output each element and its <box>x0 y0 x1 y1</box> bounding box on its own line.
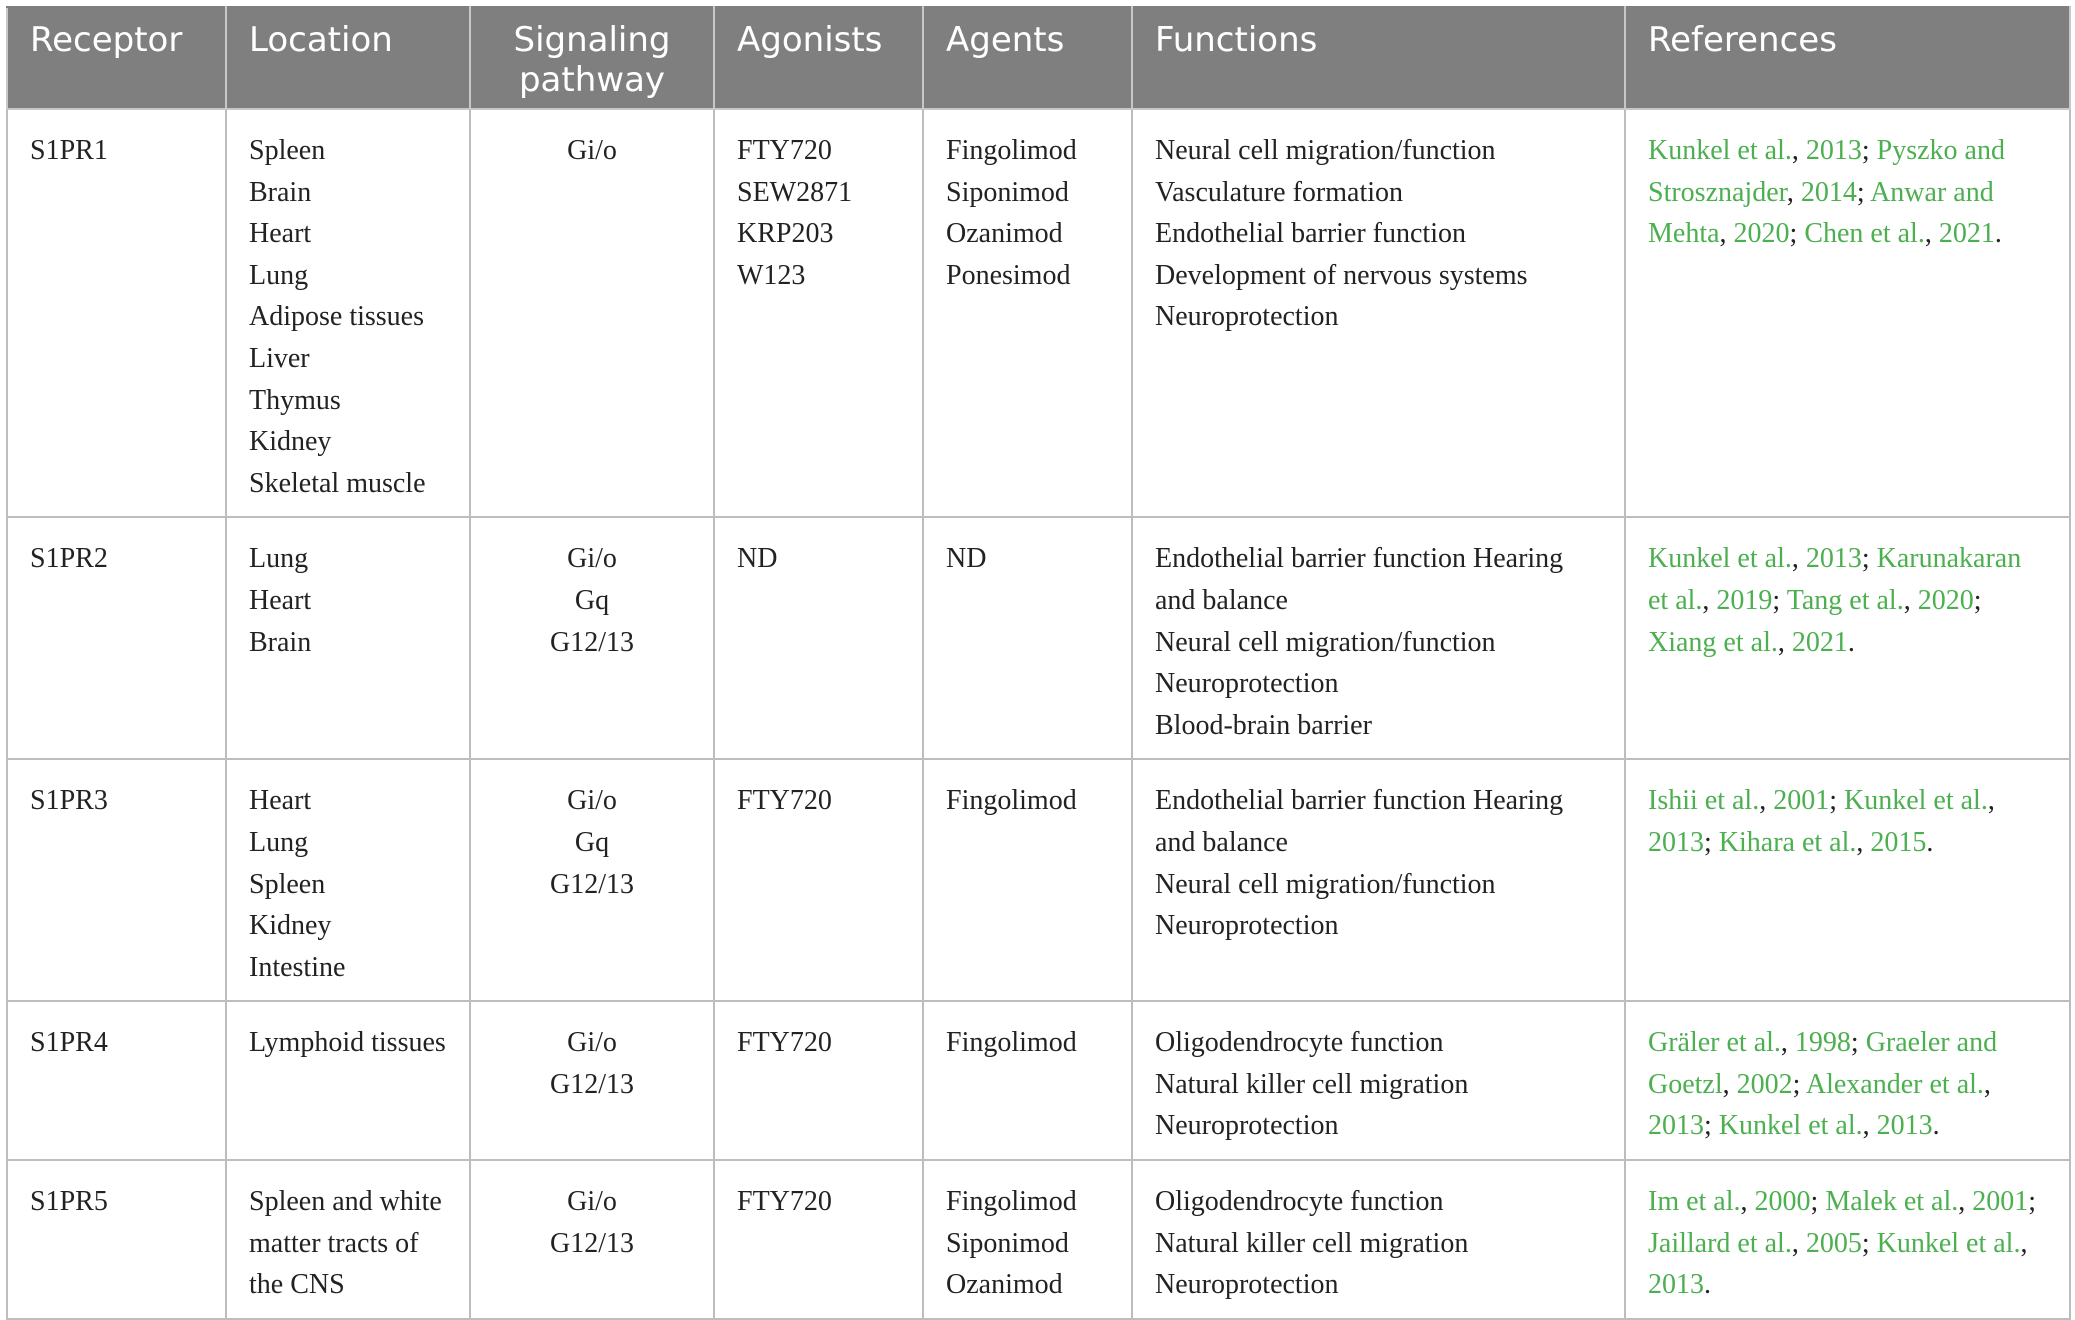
cell-functions-line: Neuroprotection <box>1155 1269 1339 1301</box>
cell-agonists-line: KRP203 <box>737 218 834 250</box>
cell-agents-line: Fingolimod <box>946 1027 1077 1059</box>
header-references: References <box>1625 7 2070 109</box>
cell-agonists <box>714 1001 923 1160</box>
cell-functions-line: Natural killer cell migration <box>1155 1227 1469 1259</box>
cell-agents-line: ND <box>946 543 987 575</box>
reference-author-link[interactable]: Graeler and Goetzl <box>1648 1027 1998 1100</box>
reference-author-link[interactable]: Kunkel et al. <box>1648 543 1792 575</box>
cell-functions <box>1132 759 1625 1001</box>
cell-agonists-line: ND <box>737 543 778 575</box>
cell-references: Kunkel et al., 2013; Pyszko and Strosznajder, 2014; Anwar and Mehta, 2020; Chen et al., 2021. <box>1625 109 2070 517</box>
cell-location-line: Lung <box>249 259 309 291</box>
cell-signaling-pathway <box>470 1160 714 1319</box>
cell-location-line: Skeletal muscle <box>249 467 426 499</box>
cell-agonists-line: SEW2871 <box>737 176 853 208</box>
table-row <box>7 109 2070 517</box>
reference-author-link[interactable]: Im et al. <box>1648 1186 1741 1218</box>
cell-agents-line: Ozanimod <box>946 1269 1063 1301</box>
table-row <box>7 517 2070 759</box>
reference-year-link[interactable]: 2013 <box>1648 1269 1704 1301</box>
cell-signaling-pathway-line: G12/13 <box>550 626 634 658</box>
header-agonists: Agonists <box>714 7 923 109</box>
cell-functions <box>1132 1160 1625 1319</box>
cell-functions-line: Neuroprotection <box>1155 668 1339 700</box>
reference-separator: . <box>1847 626 1855 658</box>
cell-location-line: Lymphoid tissues <box>249 1027 446 1059</box>
cell-agonists-line: FTY720 <box>737 1027 832 1059</box>
reference-separator: ; <box>1772 584 1787 616</box>
cell-signaling-pathway <box>470 109 714 517</box>
reference-year-link[interactable]: 2013 <box>1648 1110 1704 1142</box>
reference-author-link[interactable]: Xiang et al. <box>1648 626 1778 658</box>
cell-functions-line: Neural cell migration/function <box>1155 135 1496 166</box>
reference-author-link[interactable]: Kunkel et al. <box>1876 1227 2021 1259</box>
header-signaling-pathway: Signaling pathway <box>470 7 714 109</box>
reference-author-link[interactable]: Alexander et al. <box>1805 1068 1984 1100</box>
reference-year-link[interactable]: 2021 <box>1938 218 1995 250</box>
reference-separator: ; <box>1704 826 1719 858</box>
cell-functions-line: Neural cell migration/function <box>1155 626 1496 658</box>
cell-location-line: Kidney <box>249 910 332 942</box>
cell-location-line: Heart <box>249 218 312 250</box>
cell-location-line: Brain <box>249 626 312 658</box>
cell-agents-line: Siponimod <box>946 1227 1069 1259</box>
cell-agents-line: Fingolimod <box>946 135 1077 166</box>
reference-author-link[interactable]: Kunkel et al. <box>1648 135 1792 166</box>
table-row <box>7 1001 2070 1160</box>
reference-author-link[interactable]: Gräler et al. <box>1648 1027 1781 1059</box>
cell-signaling-pathway <box>470 517 714 759</box>
cell-agents <box>923 759 1132 1001</box>
cell-functions <box>1132 1001 1625 1160</box>
reference-separator: ; <box>1973 584 1982 616</box>
reference-separator: ; <box>1861 543 1877 575</box>
header-row <box>7 7 2070 109</box>
reference-year-link[interactable]: 2015 <box>1870 826 1927 858</box>
reference-separator: . <box>1926 826 1934 858</box>
cell-signaling-pathway <box>470 1001 714 1160</box>
cell-functions-line: Endothelial barrier function Hearing and balance <box>1155 543 1564 616</box>
header-functions: Functions <box>1132 7 1625 109</box>
cell-agents <box>923 109 1132 517</box>
cell-functions-line: Blood-brain barrier <box>1155 709 1372 741</box>
reference-author-link[interactable]: Anwar and Mehta <box>1648 176 1994 250</box>
cell-functions-line: Neuroprotection <box>1155 1110 1339 1142</box>
cell-references: Gräler et al., 1998; Graeler and Goetzl, 2002; Alexander et al., 2013; Kunkel et al., 2013. <box>1625 1001 2070 1160</box>
reference-author-link[interactable]: Kunkel et al. <box>1718 1110 1863 1142</box>
cell-location <box>226 517 470 759</box>
cell-location <box>226 109 470 517</box>
reference-year-link[interactable]: 2002 <box>1736 1068 1793 1100</box>
cell-agents-line: Fingolimod <box>946 1186 1077 1218</box>
cell-signaling-pathway-line: Gi/o <box>567 1027 617 1059</box>
reference-separator: ; <box>1850 1027 1866 1059</box>
cell-agonists <box>714 517 923 759</box>
reference-author-link[interactable]: Jaillard et al. <box>1648 1227 1792 1259</box>
cell-references: Im et al., 2000; Malek et al., 2001; Jaillard et al., 2005; Kunkel et al., 2013. <box>1625 1160 2070 1319</box>
receptor-table <box>6 6 2071 1320</box>
cell-functions <box>1132 517 1625 759</box>
table-row <box>7 759 2070 1001</box>
reference-author-link[interactable]: Pyszko and Strosznajder <box>1648 135 2005 208</box>
reference-separator: ; <box>1792 1068 1806 1100</box>
cell-location-line: Thymus <box>249 384 341 416</box>
cell-agents-line: Ozanimod <box>946 218 1063 250</box>
reference-author-link[interactable]: Chen et al. <box>1804 218 1925 250</box>
cell-location <box>226 1160 470 1319</box>
cell-receptor: S1PR1 <box>7 109 226 517</box>
cell-location-line: Spleen <box>249 135 326 166</box>
cell-functions-line: Endothelial barrier function <box>1155 218 1466 250</box>
cell-location-line: Brain <box>249 176 312 208</box>
table-container <box>6 6 2069 1320</box>
cell-location-line: Spleen and white matter tracts of the CNS <box>249 1186 442 1301</box>
cell-signaling-pathway-line: Gi/o <box>567 543 617 575</box>
cell-agonists <box>714 1160 923 1319</box>
reference-year-link[interactable]: 2020 <box>1733 218 1790 250</box>
cell-functions-line: Natural killer cell migration <box>1155 1068 1469 1100</box>
cell-agonists-line: FTY720 <box>737 785 832 817</box>
cell-location <box>226 1001 470 1160</box>
cell-location-line: Liver <box>249 342 310 374</box>
reference-author-link[interactable]: Kunkel et al. <box>1843 785 1988 817</box>
cell-location-line: Lung <box>249 826 309 858</box>
cell-functions-line: Neuroprotection <box>1155 301 1339 333</box>
table-row <box>7 1160 2070 1319</box>
reference-year-link[interactable]: 2001 <box>1972 1186 2029 1218</box>
reference-separator: ; <box>1810 1186 1826 1218</box>
cell-agonists <box>714 109 923 517</box>
cell-location-line: Spleen <box>249 868 326 900</box>
cell-location-line: Kidney <box>249 426 332 458</box>
cell-receptor: S1PR2 <box>7 517 226 759</box>
reference-separator: . <box>1704 1269 1711 1301</box>
cell-signaling-pathway-line: Gi/o <box>567 135 617 166</box>
cell-receptor: S1PR4 <box>7 1001 226 1160</box>
reference-separator: . <box>1932 1110 1940 1142</box>
cell-receptor: S1PR3 <box>7 759 226 1001</box>
reference-year-link[interactable]: 1998 <box>1794 1027 1851 1059</box>
header-location: Location <box>226 7 470 109</box>
cell-agonists-line: FTY720 <box>737 135 832 166</box>
reference-separator: ; <box>1861 1227 1877 1259</box>
reference-year-link[interactable]: 2013 <box>1876 1110 1933 1142</box>
header-agents: Agents <box>923 7 1132 109</box>
cell-agonists-line: W123 <box>737 259 806 291</box>
cell-agents-line: Fingolimod <box>946 785 1077 817</box>
cell-signaling-pathway <box>470 759 714 1001</box>
cell-functions-line: Endothelial barrier function Hearing and balance <box>1155 785 1564 858</box>
cell-signaling-pathway-line: Gi/o <box>567 785 617 817</box>
reference-year-link[interactable]: 2000 <box>1754 1186 1811 1218</box>
reference-separator: . <box>1994 218 2002 250</box>
cell-references: Ishii et al., 2001; Kunkel et al., 2013; Kihara et al., 2015. <box>1625 759 2070 1001</box>
cell-location-line: Lung <box>249 543 309 575</box>
cell-functions-line: Neuroprotection <box>1155 910 1339 942</box>
reference-year-link[interactable]: 2001 <box>1773 785 1830 817</box>
reference-separator: ; <box>2028 1186 2037 1218</box>
reference-separator: ; <box>1856 176 1871 208</box>
reference-year-link[interactable]: 2014 <box>1800 176 1857 208</box>
reference-year-link[interactable]: 2005 <box>1805 1227 1862 1259</box>
cell-location-line: Intestine <box>249 951 346 983</box>
reference-separator: ; <box>1861 135 1877 166</box>
reference-year-link[interactable]: 2013 <box>1805 135 1862 166</box>
cell-agonists <box>714 759 923 1001</box>
reference-author-link[interactable]: Malek et al. <box>1825 1186 1959 1218</box>
cell-functions-line: Vasculature formation <box>1155 176 1404 208</box>
reference-author-link[interactable]: Ishii et al. <box>1648 785 1760 817</box>
reference-year-link[interactable]: 2021 <box>1791 626 1848 658</box>
cell-agents <box>923 1160 1132 1319</box>
reference-separator: ; <box>1829 785 1844 817</box>
cell-receptor: S1PR5 <box>7 1160 226 1319</box>
reference-author-link[interactable]: Tang et al. <box>1786 584 1904 616</box>
cell-functions-line: Neural cell migration/function <box>1155 868 1496 900</box>
cell-agents-line: Siponimod <box>946 176 1069 208</box>
cell-agents <box>923 1001 1132 1160</box>
cell-signaling-pathway-line: G12/13 <box>550 1068 634 1100</box>
cell-location-line: Heart <box>249 584 312 616</box>
cell-functions-line: Oligodendrocyte function <box>1155 1027 1444 1059</box>
header-receptor: Receptor <box>7 7 226 109</box>
reference-year-link[interactable]: 2013 <box>1805 543 1862 575</box>
cell-signaling-pathway-line: G12/13 <box>550 1227 634 1259</box>
reference-year-link[interactable]: 2019 <box>1716 584 1773 616</box>
cell-signaling-pathway-line: Gi/o <box>567 1186 617 1218</box>
cell-location-line: Adipose tissues <box>249 301 424 333</box>
cell-location <box>226 759 470 1001</box>
cell-agents-line: Ponesimod <box>946 259 1071 291</box>
reference-separator: ; <box>1789 218 1805 250</box>
cell-functions-line: Oligodendrocyte function <box>1155 1186 1444 1218</box>
cell-references: Kunkel et al., 2013; Karunakaran et al., 2019; Tang et al., 2020; Xiang et al., 2021. <box>1625 517 2070 759</box>
cell-functions-line: Development of nervous systems <box>1155 259 1528 291</box>
cell-signaling-pathway-line: Gq <box>574 584 610 616</box>
cell-functions <box>1132 109 1625 517</box>
reference-year-link[interactable]: 2020 <box>1917 584 1974 616</box>
cell-signaling-pathway-line: G12/13 <box>550 868 634 900</box>
cell-agonists-line: FTY720 <box>737 1186 832 1218</box>
cell-agents <box>923 517 1132 759</box>
reference-author-link[interactable]: Kihara et al. <box>1718 826 1857 858</box>
cell-signaling-pathway-line: Gq <box>574 826 610 858</box>
reference-separator: ; <box>1704 1110 1719 1142</box>
reference-year-link[interactable]: 2013 <box>1648 826 1704 858</box>
reference-author-link[interactable]: Karunakaran et al. <box>1648 543 2022 616</box>
cell-location-line: Heart <box>249 785 312 817</box>
